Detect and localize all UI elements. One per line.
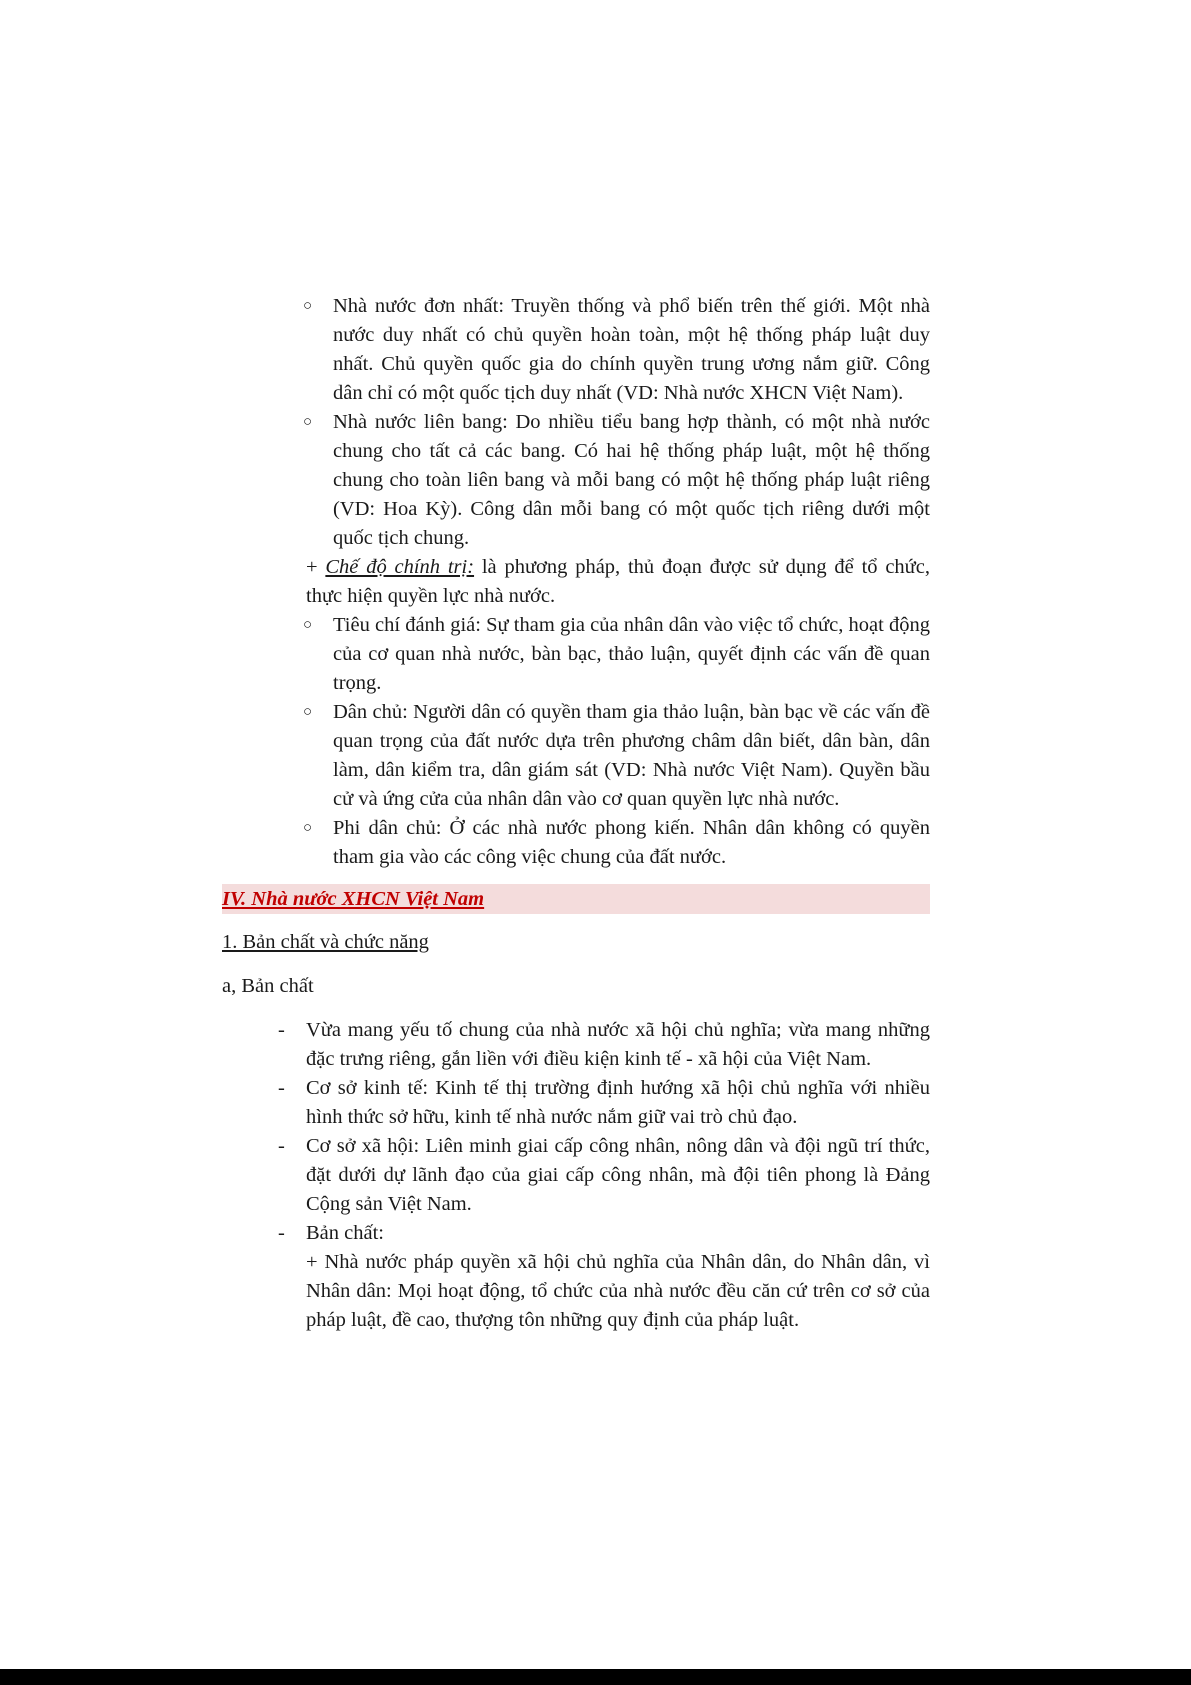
- essence-list: [278, 1016, 930, 1335]
- circle-bullet-icon: ○: [303, 298, 313, 314]
- sub-subheading: a, Bản chất: [222, 975, 314, 997]
- circle-bullet-icon: ○: [303, 704, 313, 720]
- circle-bullet-icon: ○: [303, 820, 313, 836]
- list-item: - Bản chất: + Nhà nước pháp quyền xã hội chủ nghĩa của Nhân dân, do Nhân dân, vì Nhân dân: Mọi hoạt động, tổ chức của nhà nước đều căn cứ trên cơ sở của pháp luật, đề cao, thượng tôn những quy định của pháp luật.: [306, 1219, 930, 1335]
- essence-detail: + Nhà nước pháp quyền xã hội chủ nghĩa của Nhân dân, do Nhân dân, vì Nhân dân: Mọi hoạt động, tổ chức của nhà nước đều căn cứ trên cơ sở của pháp luật, đề cao, thượng tôn những quy định của pháp luật.: [306, 1251, 930, 1331]
- dash-bullet-icon: -: [278, 1222, 285, 1244]
- list-item: - Vừa mang yếu tố chung của nhà nước xã hội chủ nghĩa; vừa mang những đặc trưng riêng, gắn liền với điều kiện kinh tế - xã hội của Việt Nam.: [306, 1016, 930, 1074]
- circle-bullet-icon: ○: [303, 414, 313, 430]
- regime-items-list: [303, 611, 930, 872]
- political-regime-paragraph: + Chế độ chính trị: là phương pháp, thủ đoạn được sử dụng để tổ chức, thực hiện quyền lực nhà nước.: [306, 556, 931, 607]
- bottom-edge-bar: [0, 1669, 1191, 1685]
- dash-bullet-icon: -: [278, 1135, 285, 1157]
- section-heading: IV. Nhà nước XHCN Việt Nam: [222, 884, 930, 914]
- list-item: ○ Dân chủ: Người dân có quyền tham gia thảo luận, bàn bạc về các vấn đề quan trọng của đất nước dựa trên phương châm dân biết, dân bàn, dân làm, dân kiểm tra, dân giám sát (VD: Nhà nước Việt Nam). Quyền bầu cử và ứng cửa của nhân dân vào cơ quan quyền lực nhà nước.: [333, 698, 930, 814]
- list-item: - Cơ sở xã hội: Liên minh giai cấp công nhân, nông dân và đội ngũ trí thức, đặt dưới dự lãnh đạo của giai cấp công nhân, mà đội tiên phong là Đảng Cộng sản Việt Nam.: [306, 1132, 930, 1219]
- page-content: [222, 292, 930, 1335]
- subheading: 1. Bản chất và chức năng: [222, 931, 429, 953]
- state-forms-list: [303, 292, 930, 553]
- dash-bullet-icon: -: [278, 1077, 285, 1099]
- list-item: - Cơ sở kinh tế: Kinh tế thị trường định hướng xã hội chủ nghĩa với nhiều hình thức sở hữu, kinh tế nhà nước nắm giữ vai trò chủ đạo.: [306, 1074, 930, 1132]
- list-item: ○ Phi dân chủ: Ở các nhà nước phong kiến. Nhân dân không có quyền tham gia vào các công việc chung của đất nước.: [333, 814, 930, 872]
- circle-bullet-icon: ○: [303, 617, 313, 633]
- list-item: ○ Tiêu chí đánh giá: Sự tham gia của nhân dân vào việc tổ chức, hoạt động của cơ quan nhà nước, bàn bạc, thảo luận, quyết định các vấn đề quan trọng.: [333, 611, 930, 698]
- list-item: ○ Nhà nước đơn nhất: Truyền thống và phổ biến trên thế giới. Một nhà nước duy nhất có chủ quyền hoàn toàn, một hệ thống pháp luật duy nhất. Chủ quyền quốc gia do chính quyền trung ương nắm giữ. Công dân chỉ có một quốc tịch duy nhất (VD: Nhà nước XHCN Việt Nam).: [333, 292, 930, 408]
- list-item: ○ Nhà nước liên bang: Do nhiều tiểu bang hợp thành, có một nhà nước chung cho tất cả các bang. Có hai hệ thống pháp luật, một hệ thống chung cho toàn liên bang và mỗi bang có một hệ thống pháp luật riêng (VD: Hoa Kỳ). Công dân mỗi bang có một quốc tịch riêng dưới một quốc tịch chung.: [333, 408, 930, 553]
- regime-title: Chế độ chính trị:: [325, 556, 475, 578]
- dash-bullet-icon: -: [278, 1019, 285, 1041]
